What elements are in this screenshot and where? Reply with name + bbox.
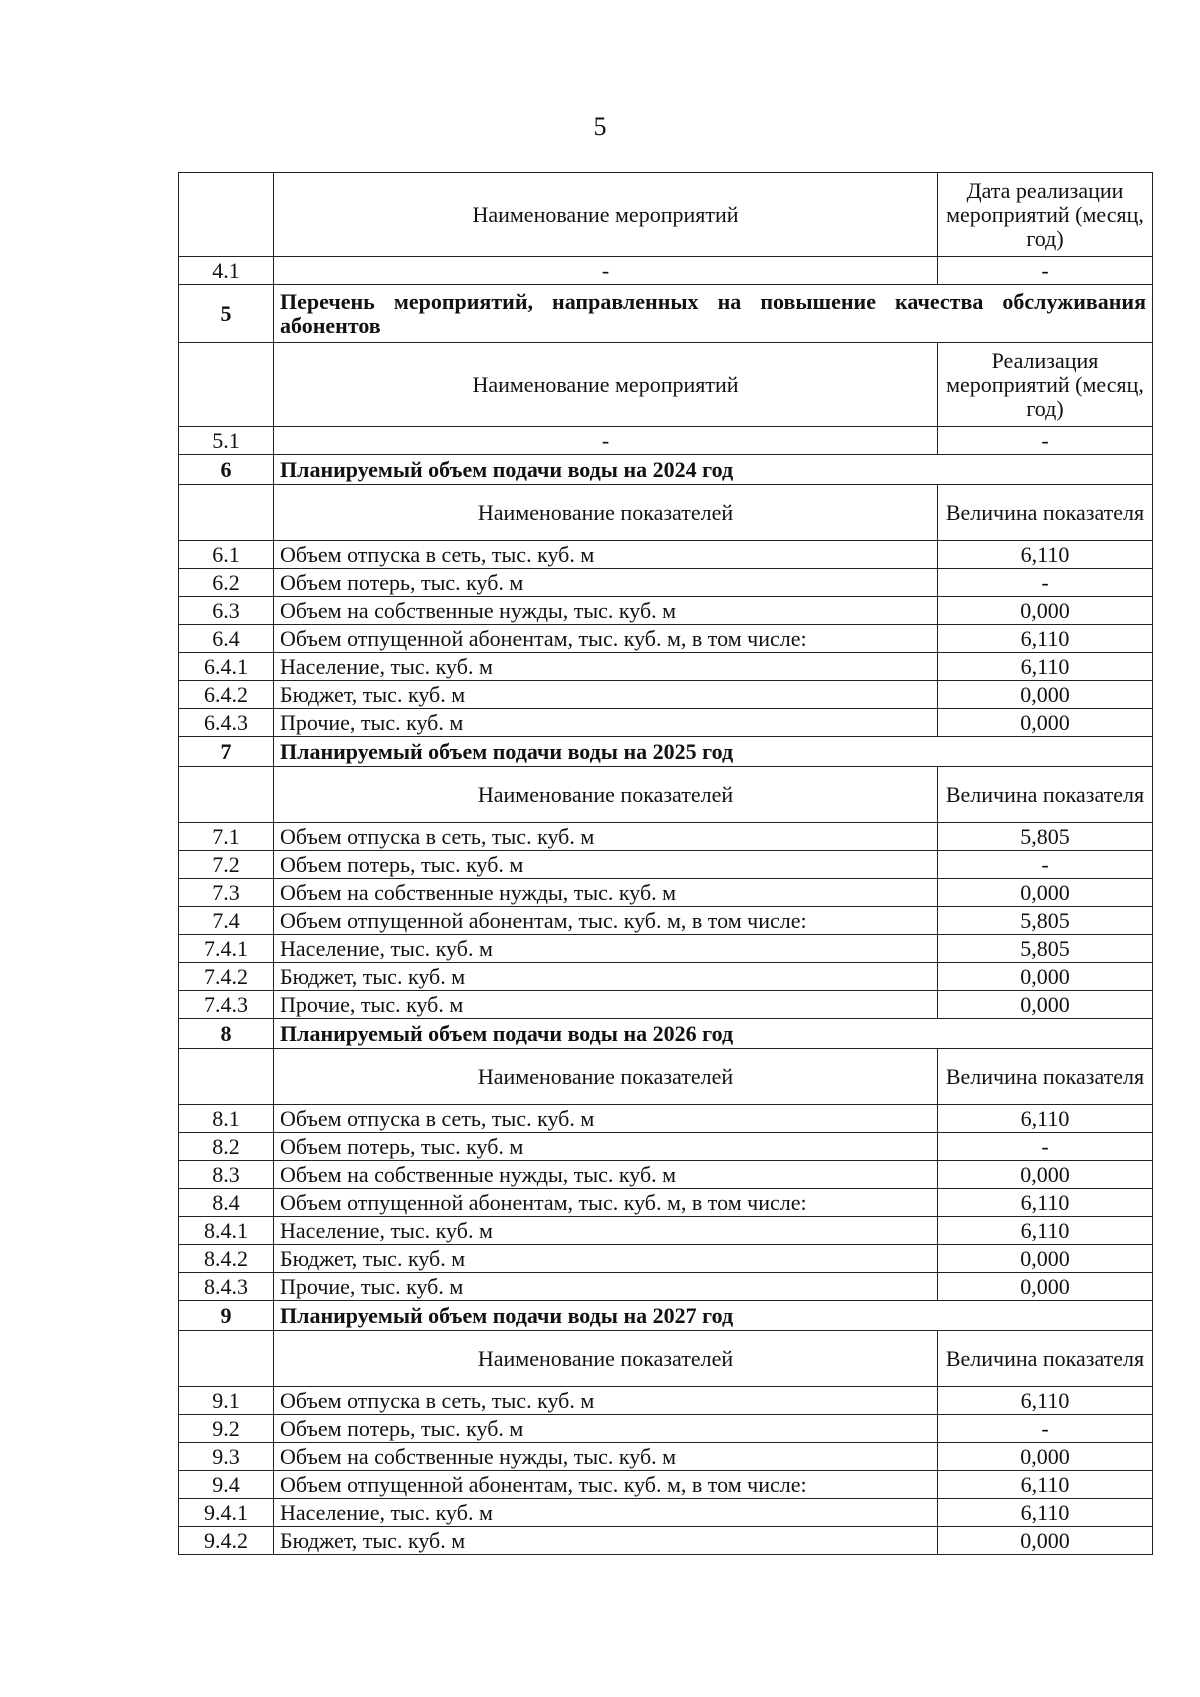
header-name-cell: Наименование показателей <box>274 1049 938 1105</box>
row-value-cell: 0,000 <box>938 1273 1153 1301</box>
table-row <box>179 1105 1153 1133</box>
section-row <box>179 455 1153 485</box>
table-row <box>179 625 1153 653</box>
row-number-cell: 6.4 <box>179 625 274 653</box>
row-name-cell: Объем потерь, тыс. куб. м <box>274 1415 938 1443</box>
table-row <box>179 851 1153 879</box>
table-header-row <box>179 1049 1153 1105</box>
row-value-cell: - <box>938 257 1153 285</box>
row-number-cell: 6.2 <box>179 569 274 597</box>
row-number-cell: 9.3 <box>179 1443 274 1471</box>
row-value-cell: 5,805 <box>938 935 1153 963</box>
table-row <box>179 1527 1153 1555</box>
row-value-cell: 0,000 <box>938 709 1153 737</box>
row-value-cell: 6,110 <box>938 653 1153 681</box>
section-row <box>179 285 1153 343</box>
row-name-cell: Объем отпуска в сеть, тыс. куб. м <box>274 541 938 569</box>
row-value-cell: 6,110 <box>938 625 1153 653</box>
row-value-cell: 0,000 <box>938 1527 1153 1555</box>
row-number-cell: 8.4 <box>179 1189 274 1217</box>
row-value-cell: 6,110 <box>938 541 1153 569</box>
row-name-cell: Прочие, тыс. куб. м <box>274 709 938 737</box>
row-number-cell: 7.4 <box>179 907 274 935</box>
table-row <box>179 963 1153 991</box>
header-name-cell: Наименование показателей <box>274 1331 938 1387</box>
section-row <box>179 1019 1153 1049</box>
table-row <box>179 1245 1153 1273</box>
row-number-cell: 8.1 <box>179 1105 274 1133</box>
row-name-cell: Объем отпуска в сеть, тыс. куб. м <box>274 1105 938 1133</box>
header-value-cell: Величина показателя <box>938 767 1153 823</box>
row-number-cell: 9.2 <box>179 1415 274 1443</box>
header-number-cell <box>179 343 274 427</box>
row-value-cell: 0,000 <box>938 991 1153 1019</box>
row-number-cell: 7.3 <box>179 879 274 907</box>
row-number-cell: 7.1 <box>179 823 274 851</box>
row-name-cell: Прочие, тыс. куб. м <box>274 1273 938 1301</box>
row-value-cell: 0,000 <box>938 1245 1153 1273</box>
header-name-cell: Наименование показателей <box>274 485 938 541</box>
header-number-cell <box>179 485 274 541</box>
row-number-cell: 8.3 <box>179 1161 274 1189</box>
row-name-cell: Объем на собственные нужды, тыс. куб. м <box>274 597 938 625</box>
row-value-cell: 6,110 <box>938 1471 1153 1499</box>
table-row <box>179 907 1153 935</box>
row-value-cell: 0,000 <box>938 1443 1153 1471</box>
row-name-cell: Бюджет, тыс. куб. м <box>274 963 938 991</box>
row-name-cell: Бюджет, тыс. куб. м <box>274 1527 938 1555</box>
row-value-cell: 0,000 <box>938 681 1153 709</box>
row-value-cell: 6,110 <box>938 1189 1153 1217</box>
section-title-cell: Планируемый объем подачи воды на 2026 год <box>274 1019 1153 1049</box>
table-row <box>179 879 1153 907</box>
table-row <box>179 681 1153 709</box>
row-value-cell: 6,110 <box>938 1387 1153 1415</box>
row-value-cell: 0,000 <box>938 879 1153 907</box>
table-row <box>179 1387 1153 1415</box>
row-name-cell: Население, тыс. куб. м <box>274 1499 938 1527</box>
row-value-cell: 6,110 <box>938 1105 1153 1133</box>
table-row <box>179 653 1153 681</box>
row-value-cell: - <box>938 851 1153 879</box>
header-name-cell: Наименование мероприятий <box>274 173 938 257</box>
section-number-cell: 5 <box>179 285 274 343</box>
section-number-cell: 7 <box>179 737 274 767</box>
row-name-cell: Объем отпущенной абонентам, тыс. куб. м, в том числе: <box>274 1189 938 1217</box>
table-row <box>179 257 1153 285</box>
row-number-cell: 6.4.3 <box>179 709 274 737</box>
table-row <box>179 569 1153 597</box>
row-name-cell: Объем на собственные нужды, тыс. куб. м <box>274 879 938 907</box>
row-number-cell: 6.4.1 <box>179 653 274 681</box>
row-number-cell: 6.4.2 <box>179 681 274 709</box>
row-name-cell: Объем потерь, тыс. куб. м <box>274 851 938 879</box>
row-number-cell: 7.4.2 <box>179 963 274 991</box>
row-name-cell: Бюджет, тыс. куб. м <box>274 681 938 709</box>
row-name-cell: Объем отпуска в сеть, тыс. куб. м <box>274 1387 938 1415</box>
section-number-cell: 8 <box>179 1019 274 1049</box>
header-value-cell: Величина показателя <box>938 485 1153 541</box>
section-title-cell: Планируемый объем подачи воды на 2025 год <box>274 737 1153 767</box>
row-number-cell: 9.4 <box>179 1471 274 1499</box>
section-row <box>179 1301 1153 1331</box>
row-number-cell: 4.1 <box>179 257 274 285</box>
row-name-cell: Объем на собственные нужды, тыс. куб. м <box>274 1161 938 1189</box>
row-number-cell: 8.2 <box>179 1133 274 1161</box>
header-value-cell: Дата реализации мероприятий (месяц, год) <box>938 173 1153 257</box>
measures-table <box>178 172 1153 1555</box>
table-row <box>179 1471 1153 1499</box>
row-value-cell: 6,110 <box>938 1217 1153 1245</box>
row-name-cell: Население, тыс. куб. м <box>274 653 938 681</box>
header-name-cell: Наименование мероприятий <box>274 343 938 427</box>
table-row <box>179 597 1153 625</box>
table-header-row <box>179 767 1153 823</box>
row-value-cell: 0,000 <box>938 963 1153 991</box>
table-header-row <box>179 173 1153 257</box>
table-row <box>179 1217 1153 1245</box>
table-row <box>179 427 1153 455</box>
row-name-cell: - <box>274 427 938 455</box>
row-number-cell: 8.4.1 <box>179 1217 274 1245</box>
row-value-cell: 0,000 <box>938 1161 1153 1189</box>
table-row <box>179 1189 1153 1217</box>
table-row <box>179 1499 1153 1527</box>
header-number-cell <box>179 1049 274 1105</box>
row-number-cell: 8.4.3 <box>179 1273 274 1301</box>
row-value-cell: - <box>938 569 1153 597</box>
row-name-cell: Объем отпущенной абонентам, тыс. куб. м, в том числе: <box>274 625 938 653</box>
table-row <box>179 1133 1153 1161</box>
table-row <box>179 1161 1153 1189</box>
row-value-cell: - <box>938 427 1153 455</box>
row-name-cell: Бюджет, тыс. куб. м <box>274 1245 938 1273</box>
table-row <box>179 541 1153 569</box>
row-number-cell: 6.1 <box>179 541 274 569</box>
header-number-cell <box>179 767 274 823</box>
header-value-cell: Величина показателя <box>938 1331 1153 1387</box>
row-number-cell: 5.1 <box>179 427 274 455</box>
table-header-row <box>179 343 1153 427</box>
row-number-cell: 6.3 <box>179 597 274 625</box>
table-row <box>179 1443 1153 1471</box>
row-name-cell: Объем отпущенной абонентам, тыс. куб. м, в том числе: <box>274 1471 938 1499</box>
row-number-cell: 7.4.1 <box>179 935 274 963</box>
section-title-cell: Планируемый объем подачи воды на 2024 год <box>274 455 1153 485</box>
row-value-cell: 5,805 <box>938 907 1153 935</box>
page-number: 5 <box>593 112 607 141</box>
row-value-cell: 0,000 <box>938 597 1153 625</box>
header-name-cell: Наименование показателей <box>274 767 938 823</box>
header-value-cell: Величина показателя <box>938 1049 1153 1105</box>
row-name-cell: Объем отпуска в сеть, тыс. куб. м <box>274 823 938 851</box>
row-name-cell: Население, тыс. куб. м <box>274 1217 938 1245</box>
row-value-cell: - <box>938 1415 1153 1443</box>
table-row <box>179 935 1153 963</box>
row-name-cell: Объем отпущенной абонентам, тыс. куб. м, в том числе: <box>274 907 938 935</box>
section-number-cell: 9 <box>179 1301 274 1331</box>
section-row <box>179 737 1153 767</box>
row-number-cell: 9.4.1 <box>179 1499 274 1527</box>
row-name-cell: Объем потерь, тыс. куб. м <box>274 1133 938 1161</box>
row-value-cell: 6,110 <box>938 1499 1153 1527</box>
row-number-cell: 9.1 <box>179 1387 274 1415</box>
row-value-cell: 5,805 <box>938 823 1153 851</box>
table-row <box>179 823 1153 851</box>
row-number-cell: 7.2 <box>179 851 274 879</box>
header-number-cell <box>179 173 274 257</box>
row-name-cell: Прочие, тыс. куб. м <box>274 991 938 1019</box>
row-name-cell: - <box>274 257 938 285</box>
table-header-row <box>179 1331 1153 1387</box>
row-value-cell: - <box>938 1133 1153 1161</box>
table-row <box>179 1415 1153 1443</box>
section-title-cell: Перечень мероприятий, направленных на повышение качества обслуживания абонентов <box>274 285 1153 343</box>
row-name-cell: Объем на собственные нужды, тыс. куб. м <box>274 1443 938 1471</box>
section-number-cell: 6 <box>179 455 274 485</box>
row-name-cell: Объем потерь, тыс. куб. м <box>274 569 938 597</box>
table-header-row <box>179 485 1153 541</box>
header-value-cell: Реализация мероприятий (месяц, год) <box>938 343 1153 427</box>
section-title-cell: Планируемый объем подачи воды на 2027 год <box>274 1301 1153 1331</box>
table-row <box>179 1273 1153 1301</box>
row-number-cell: 7.4.3 <box>179 991 274 1019</box>
table-row <box>179 991 1153 1019</box>
row-number-cell: 8.4.2 <box>179 1245 274 1273</box>
measures-table-body <box>179 173 1153 1555</box>
row-number-cell: 9.4.2 <box>179 1527 274 1555</box>
header-number-cell <box>179 1331 274 1387</box>
table-row <box>179 709 1153 737</box>
row-name-cell: Население, тыс. куб. м <box>274 935 938 963</box>
